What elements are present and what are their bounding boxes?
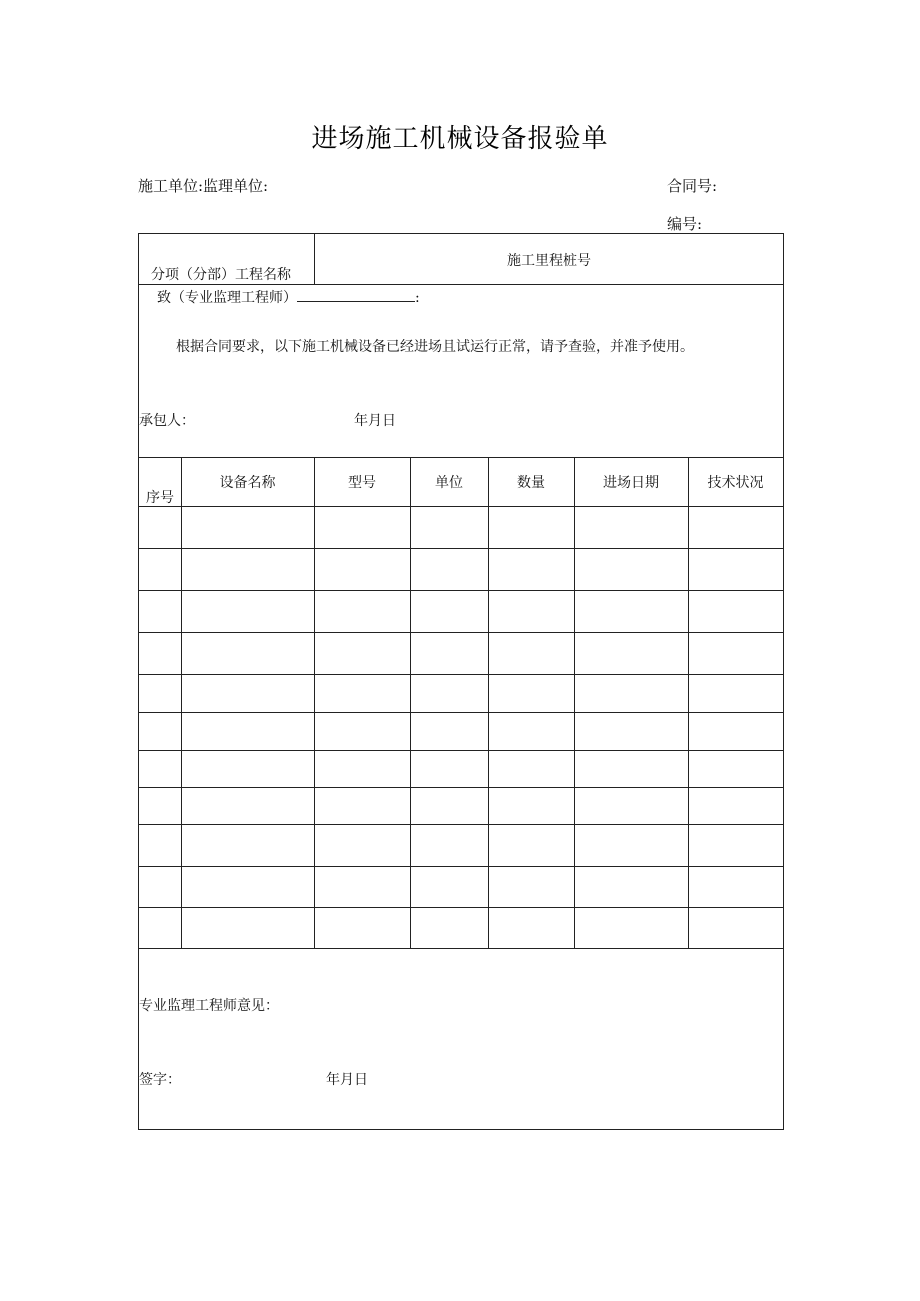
table-cell[interactable] [182,549,313,589]
table-cell[interactable] [689,867,782,906]
table-cell[interactable] [489,788,573,823]
table-cell[interactable] [689,825,782,865]
contractor-date-label: 年月日 [354,413,396,429]
table-cell[interactable] [689,713,782,749]
table-cell[interactable] [489,549,573,589]
table-cell[interactable] [182,591,313,631]
table-cell[interactable] [575,507,687,547]
station-number-label: 施工里程桩号 [507,253,591,269]
table-cell[interactable] [689,788,782,823]
signature-label: 签字： [139,1072,181,1088]
addressee-line [157,287,420,307]
addressee-blank[interactable] [297,289,415,302]
column-header: 技术状况 [707,475,764,491]
table-cell[interactable] [182,751,313,786]
table-cell[interactable] [411,549,487,589]
table-cell[interactable] [182,867,313,906]
column-header: 设备名称 [219,475,276,491]
table-cell[interactable] [575,591,687,631]
table-cell[interactable] [489,825,573,865]
divider [139,284,783,285]
table-cell[interactable] [315,591,409,631]
table-cell[interactable] [182,675,313,711]
table-cell[interactable] [315,713,409,749]
table-cell[interactable] [575,825,687,865]
table-cell[interactable] [489,507,573,547]
table-cell[interactable] [315,633,409,673]
table-cell[interactable] [140,633,180,673]
application-body: 根据合同要求，以下施工机械设备已经进场且试运行正常，请予查验，并准予使用。 [176,339,694,355]
column-header: 数量 [517,475,545,491]
table-cell[interactable] [411,591,487,631]
table-cell[interactable] [182,713,313,749]
table-cell[interactable] [411,908,487,947]
table-cell[interactable] [315,549,409,589]
table-cell[interactable] [182,507,313,547]
table-cell[interactable] [140,507,180,547]
table-cell[interactable] [575,633,687,673]
table-cell[interactable] [182,825,313,865]
table-cell[interactable] [140,908,180,947]
table-cell[interactable] [140,788,180,823]
table-cell[interactable] [315,825,409,865]
engineer-opinion-label: 专业监理工程师意见： [139,998,279,1014]
addressee-prefix: 致（专业监理工程师） [157,290,297,306]
table-cell[interactable] [489,713,573,749]
addressee-suffix: : [415,290,420,306]
table-cell[interactable] [411,713,487,749]
table-cell[interactable] [689,591,782,631]
table-cell[interactable] [140,549,180,589]
project-name-label: 分项（分部）工程名称 [151,267,291,283]
table-cell[interactable] [411,751,487,786]
table-cell[interactable] [182,633,313,673]
column-header: 进场日期 [603,475,659,491]
table-cell[interactable] [575,751,687,786]
table-cell[interactable] [315,675,409,711]
table-cell[interactable] [575,908,687,947]
table-cell[interactable] [489,908,573,947]
page-title: 进场施工机械设备报验单 [311,124,609,154]
table-cell[interactable] [575,549,687,589]
table-cell[interactable] [689,908,782,947]
divider [139,457,783,458]
row-divider [139,948,783,949]
table-cell[interactable] [315,507,409,547]
column-header: 型号 [348,475,376,491]
table-cell[interactable] [315,788,409,823]
table-cell[interactable] [489,751,573,786]
table-cell[interactable] [411,675,487,711]
table-cell[interactable] [575,867,687,906]
table-cell[interactable] [315,908,409,947]
table-cell[interactable] [489,867,573,906]
table-cell[interactable] [182,908,313,947]
report-form [138,233,784,1130]
table-cell[interactable] [575,675,687,711]
contractor-label: 承包人： [139,413,195,429]
table-cell[interactable] [689,751,782,786]
table-cell[interactable] [411,633,487,673]
table-cell[interactable] [689,675,782,711]
table-cell[interactable] [182,788,313,823]
table-cell[interactable] [140,591,180,631]
table-cell[interactable] [489,591,573,631]
column-header: 单位 [435,475,463,491]
table-cell[interactable] [140,675,180,711]
table-cell[interactable] [575,713,687,749]
table-cell[interactable] [411,788,487,823]
serial-number-label: 编号: [667,215,703,233]
table-cell[interactable] [411,867,487,906]
table-cell[interactable] [411,507,487,547]
table-cell[interactable] [489,633,573,673]
table-cell[interactable] [140,713,180,749]
table-cell[interactable] [575,788,687,823]
table-cell[interactable] [689,633,782,673]
table-cell[interactable] [689,549,782,589]
table-cell[interactable] [140,825,180,865]
table-cell[interactable] [489,675,573,711]
table-cell[interactable] [315,867,409,906]
table-cell[interactable] [411,825,487,865]
table-cell[interactable] [140,867,180,906]
signature-date-label: 年月日 [326,1072,368,1088]
column-header: 序号 [146,490,174,506]
table-cell[interactable] [315,751,409,786]
unit-labels: 施工单位:监理单位: [138,177,269,195]
table-cell[interactable] [689,507,782,547]
contract-number-label: 合同号: [667,177,718,195]
table-cell[interactable] [140,751,180,786]
